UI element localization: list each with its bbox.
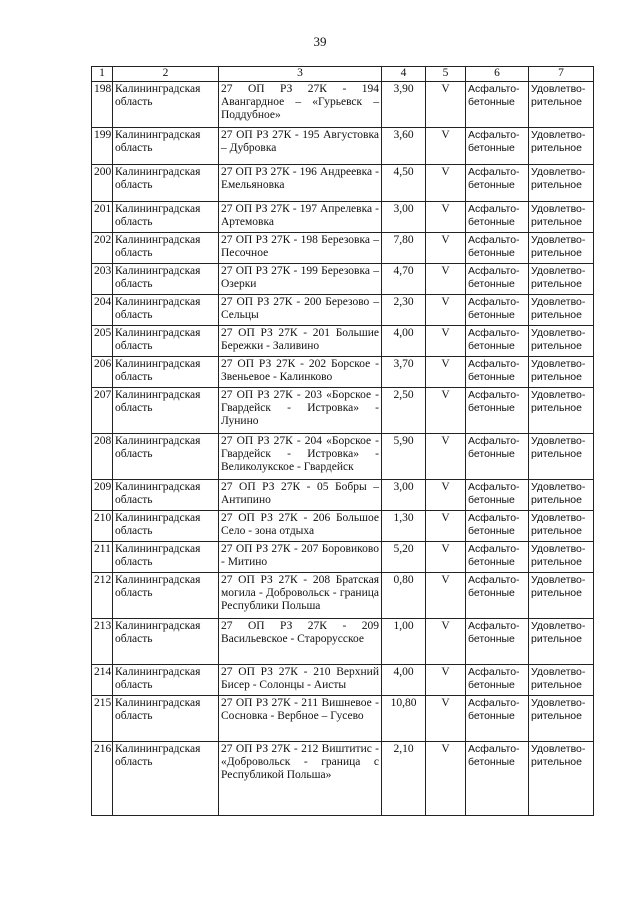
region-line-2: область xyxy=(115,402,153,414)
condition-cell xyxy=(529,295,594,326)
table-row xyxy=(92,542,594,573)
road-name-cell: 27 ОП РЗ 27К - 195 Августовка – Дубровка xyxy=(219,128,382,165)
table-row xyxy=(92,480,594,511)
region-line-1: Калининградская xyxy=(115,389,201,401)
row-number: 208 xyxy=(92,434,113,480)
length-cell: 0,80 xyxy=(382,573,426,619)
condition-line-2: рительное xyxy=(531,525,582,537)
region-cell xyxy=(113,511,219,542)
region-line-1: Калининградская xyxy=(115,481,201,493)
length-cell: 5,90 xyxy=(382,434,426,480)
surface-cell xyxy=(466,128,529,165)
length-cell: 2,50 xyxy=(382,388,426,434)
region-line-2: область xyxy=(115,679,153,691)
region-line-1: Калининградская xyxy=(115,234,201,246)
category-cell: V xyxy=(426,233,466,264)
condition-cell xyxy=(529,542,594,573)
surface-line-1: Асфальто- xyxy=(468,697,520,709)
region-line-1: Калининградская xyxy=(115,666,201,678)
table-row xyxy=(92,264,594,295)
length-cell: 2,10 xyxy=(382,742,426,816)
region-cell xyxy=(113,165,219,202)
header-cell-6: 6 xyxy=(466,67,529,82)
condition-line-2: рительное xyxy=(531,633,582,645)
length-cell: 3,00 xyxy=(382,480,426,511)
surface-line-1: Асфальто- xyxy=(468,389,520,401)
surface-cell xyxy=(466,295,529,326)
condition-cell xyxy=(529,434,594,480)
surface-line-1: Асфальто- xyxy=(468,435,520,447)
category-cell: V xyxy=(426,480,466,511)
table-row xyxy=(92,742,594,816)
row-number: 210 xyxy=(92,511,113,542)
surface-line-1: Асфальто- xyxy=(468,743,520,755)
row-number: 212 xyxy=(92,573,113,619)
surface-line-2: бетонные xyxy=(468,756,515,768)
surface-cell xyxy=(466,434,529,480)
surface-line-1: Асфальто- xyxy=(468,666,520,678)
category-cell: V xyxy=(426,542,466,573)
region-line-1: Калининградская xyxy=(115,512,201,524)
condition-cell xyxy=(529,326,594,357)
page-number: 39 xyxy=(313,34,327,49)
condition-line-1: Удовлетво- xyxy=(531,481,586,493)
surface-line-1: Асфальто- xyxy=(468,481,520,493)
road-name-cell: 27 ОП РЗ 27К - 194 Авангардное – «Гурьевск – Поддубное» xyxy=(219,82,382,128)
length-cell: 3,70 xyxy=(382,357,426,388)
surface-line-1: Асфальто- xyxy=(468,166,520,178)
surface-line-1: Асфальто- xyxy=(468,543,520,555)
road-name-cell: 27 ОП РЗ 27К - 212 Виштитис - «Добровольск - граница с Республикой Польша» xyxy=(219,742,382,816)
region-line-1: Калининградская xyxy=(115,83,201,95)
table-row xyxy=(92,696,594,742)
road-name-cell: 27 ОП РЗ 27К - 207 Боровиково - Митино xyxy=(219,542,382,573)
condition-cell xyxy=(529,82,594,128)
condition-line-1: Удовлетво- xyxy=(531,620,586,632)
condition-line-1: Удовлетво- xyxy=(531,358,586,370)
table-row xyxy=(92,357,594,388)
region-line-1: Калининградская xyxy=(115,358,201,370)
region-line-2: область xyxy=(115,494,153,506)
condition-cell xyxy=(529,696,594,742)
region-cell xyxy=(113,542,219,573)
surface-cell xyxy=(466,357,529,388)
condition-cell xyxy=(529,619,594,665)
row-number: 199 xyxy=(92,128,113,165)
length-cell: 7,80 xyxy=(382,233,426,264)
region-line-2: область xyxy=(115,448,153,460)
condition-line-2: рительное xyxy=(531,756,582,768)
condition-line-2: рительное xyxy=(531,448,582,460)
region-line-1: Калининградская xyxy=(115,166,201,178)
region-line-2: область xyxy=(115,96,153,108)
condition-line-1: Удовлетво- xyxy=(531,265,586,277)
road-name-cell: 27 ОП РЗ 27К - 201 Большие Бережки - Заливино xyxy=(219,326,382,357)
length-cell: 4,50 xyxy=(382,165,426,202)
road-name-cell: 27 ОП РЗ 27К - 208 Братская могила - Добровольск - граница Республики Польша xyxy=(219,573,382,619)
surface-line-2: бетонные xyxy=(468,710,515,722)
region-line-1: Калининградская xyxy=(115,574,201,586)
road-name-cell: 27 ОП РЗ 27К - 202 Борское - Звеньевое - Калинково xyxy=(219,357,382,388)
category-cell: V xyxy=(426,511,466,542)
condition-line-1: Удовлетво- xyxy=(531,327,586,339)
condition-line-1: Удовлетво- xyxy=(531,666,586,678)
region-cell xyxy=(113,128,219,165)
row-number: 198 xyxy=(92,82,113,128)
header-cell-4: 4 xyxy=(382,67,426,82)
row-number: 211 xyxy=(92,542,113,573)
roads-table xyxy=(91,66,594,816)
row-number: 201 xyxy=(92,202,113,233)
table-row xyxy=(92,388,594,434)
table-row xyxy=(92,233,594,264)
table-row xyxy=(92,665,594,696)
road-name-cell: 27 ОП РЗ 27К - 204 «Борское - Гвардейск - Истровка» - Великолукское - Гвардейск xyxy=(219,434,382,480)
region-cell xyxy=(113,480,219,511)
surface-line-2: бетонные xyxy=(468,371,515,383)
surface-cell xyxy=(466,511,529,542)
surface-line-1: Асфальто- xyxy=(468,358,520,370)
surface-line-2: бетонные xyxy=(468,96,515,108)
region-cell xyxy=(113,742,219,816)
region-cell xyxy=(113,202,219,233)
road-name-cell: 27 ОП РЗ 27К - 197 Апрелевка - Артемовка xyxy=(219,202,382,233)
condition-cell xyxy=(529,573,594,619)
header-cell-3: 3 xyxy=(219,67,382,82)
region-line-1: Калининградская xyxy=(115,296,201,308)
surface-line-2: бетонные xyxy=(468,278,515,290)
table-row xyxy=(92,511,594,542)
category-cell: V xyxy=(426,388,466,434)
region-line-2: область xyxy=(115,179,153,191)
surface-line-2: бетонные xyxy=(468,679,515,691)
length-cell: 5,20 xyxy=(382,542,426,573)
surface-line-1: Асфальто- xyxy=(468,234,520,246)
condition-line-1: Удовлетво- xyxy=(531,574,586,586)
surface-cell xyxy=(466,165,529,202)
region-cell xyxy=(113,233,219,264)
category-cell: V xyxy=(426,742,466,816)
road-name-cell: 27 ОП РЗ 27К - 200 Березово – Сельцы xyxy=(219,295,382,326)
condition-line-2: рительное xyxy=(531,216,582,228)
surface-cell xyxy=(466,619,529,665)
region-line-2: область xyxy=(115,247,153,259)
category-cell: V xyxy=(426,128,466,165)
row-number: 214 xyxy=(92,665,113,696)
surface-cell xyxy=(466,82,529,128)
surface-line-1: Асфальто- xyxy=(468,129,520,141)
region-line-2: область xyxy=(115,710,153,722)
condition-line-1: Удовлетво- xyxy=(531,697,586,709)
surface-cell xyxy=(466,233,529,264)
condition-line-1: Удовлетво- xyxy=(531,435,586,447)
region-cell xyxy=(113,326,219,357)
condition-line-2: рительное xyxy=(531,142,582,154)
condition-line-1: Удовлетво- xyxy=(531,543,586,555)
region-line-2: область xyxy=(115,278,153,290)
region-line-1: Калининградская xyxy=(115,743,201,755)
region-cell xyxy=(113,665,219,696)
length-cell: 3,00 xyxy=(382,202,426,233)
table-row xyxy=(92,434,594,480)
region-line-2: область xyxy=(115,371,153,383)
region-line-1: Калининградская xyxy=(115,543,201,555)
condition-line-1: Удовлетво- xyxy=(531,296,586,308)
header-cell-7: 7 xyxy=(529,67,594,82)
surface-cell xyxy=(466,742,529,816)
condition-line-1: Удовлетво- xyxy=(531,203,586,215)
road-name-cell: 27 ОП РЗ 27К - 199 Березовка – Озерки xyxy=(219,264,382,295)
surface-line-2: бетонные xyxy=(468,247,515,259)
category-cell: V xyxy=(426,696,466,742)
category-cell: V xyxy=(426,434,466,480)
condition-line-1: Удовлетво- xyxy=(531,743,586,755)
surface-cell xyxy=(466,480,529,511)
length-cell: 1,00 xyxy=(382,619,426,665)
surface-cell xyxy=(466,326,529,357)
condition-line-2: рительное xyxy=(531,96,582,108)
length-cell: 4,00 xyxy=(382,326,426,357)
road-name-cell: 27 ОП РЗ 27К - 209 Васильевское - Старорусское xyxy=(219,619,382,665)
region-cell xyxy=(113,388,219,434)
category-cell: V xyxy=(426,326,466,357)
region-cell xyxy=(113,573,219,619)
condition-line-2: рительное xyxy=(531,179,582,191)
length-cell: 4,00 xyxy=(382,665,426,696)
condition-cell xyxy=(529,233,594,264)
road-name-cell: 27 ОП РЗ 27К - 05 Бобры – Антипино xyxy=(219,480,382,511)
category-cell: V xyxy=(426,619,466,665)
row-number: 205 xyxy=(92,326,113,357)
surface-line-2: бетонные xyxy=(468,216,515,228)
region-line-2: область xyxy=(115,216,153,228)
region-cell xyxy=(113,295,219,326)
category-cell: V xyxy=(426,202,466,233)
region-line-1: Калининградская xyxy=(115,203,201,215)
row-number: 209 xyxy=(92,480,113,511)
condition-line-2: рительное xyxy=(531,679,582,691)
surface-cell xyxy=(466,264,529,295)
condition-line-2: рительное xyxy=(531,371,582,383)
surface-line-2: бетонные xyxy=(468,556,515,568)
length-cell: 3,90 xyxy=(382,82,426,128)
condition-line-1: Удовлетво- xyxy=(531,389,586,401)
condition-line-2: рительное xyxy=(531,278,582,290)
region-line-2: область xyxy=(115,340,153,352)
row-number: 206 xyxy=(92,357,113,388)
table-row xyxy=(92,82,594,128)
region-line-2: область xyxy=(115,309,153,321)
surface-line-2: бетонные xyxy=(468,587,515,599)
region-line-1: Калининградская xyxy=(115,697,201,709)
region-line-1: Калининградская xyxy=(115,265,201,277)
region-cell xyxy=(113,264,219,295)
condition-line-1: Удовлетво- xyxy=(531,166,586,178)
category-cell: V xyxy=(426,573,466,619)
table-row xyxy=(92,326,594,357)
surface-line-1: Асфальто- xyxy=(468,296,520,308)
region-line-1: Калининградская xyxy=(115,620,201,632)
table-row xyxy=(92,165,594,202)
length-cell: 4,70 xyxy=(382,264,426,295)
surface-cell xyxy=(466,542,529,573)
condition-line-2: рительное xyxy=(531,402,582,414)
row-number: 215 xyxy=(92,696,113,742)
surface-line-2: бетонные xyxy=(468,340,515,352)
road-name-cell: 27 ОП РЗ 27К - 206 Большое Село - зона отдыха xyxy=(219,511,382,542)
row-number: 200 xyxy=(92,165,113,202)
category-cell: V xyxy=(426,264,466,295)
condition-line-2: рительное xyxy=(531,710,582,722)
surface-line-2: бетонные xyxy=(468,142,515,154)
row-number: 203 xyxy=(92,264,113,295)
condition-line-2: рительное xyxy=(531,587,582,599)
row-number: 213 xyxy=(92,619,113,665)
road-name-cell: 27 ОП РЗ 27К - 210 Верхний Бисер - Солонцы - Аисты xyxy=(219,665,382,696)
region-cell xyxy=(113,82,219,128)
header-row xyxy=(92,67,594,82)
region-line-2: область xyxy=(115,142,153,154)
surface-cell xyxy=(466,388,529,434)
surface-line-2: бетонные xyxy=(468,525,515,537)
region-cell xyxy=(113,357,219,388)
header-cell-1: 1 xyxy=(92,67,113,82)
length-cell: 1,30 xyxy=(382,511,426,542)
surface-cell xyxy=(466,573,529,619)
surface-line-2: бетонные xyxy=(468,494,515,506)
length-cell: 2,30 xyxy=(382,295,426,326)
surface-line-2: бетонные xyxy=(468,179,515,191)
surface-line-1: Асфальто- xyxy=(468,620,520,632)
surface-line-1: Асфальто- xyxy=(468,265,520,277)
condition-cell xyxy=(529,511,594,542)
condition-cell xyxy=(529,480,594,511)
condition-line-2: рительное xyxy=(531,247,582,259)
region-line-1: Калининградская xyxy=(115,327,201,339)
region-line-2: область xyxy=(115,556,153,568)
region-cell xyxy=(113,434,219,480)
row-number: 207 xyxy=(92,388,113,434)
row-number: 204 xyxy=(92,295,113,326)
road-name-cell: 27 ОП РЗ 27К - 203 «Борское - Гвардейск - Истровка» - Лунино xyxy=(219,388,382,434)
category-cell: V xyxy=(426,165,466,202)
surface-line-1: Асфальто- xyxy=(468,203,520,215)
region-line-1: Калининградская xyxy=(115,129,201,141)
condition-cell xyxy=(529,202,594,233)
surface-line-2: бетонные xyxy=(468,633,515,645)
table-row xyxy=(92,573,594,619)
surface-cell xyxy=(466,665,529,696)
condition-line-2: рительное xyxy=(531,309,582,321)
road-name-cell: 27 ОП РЗ 27К - 196 Андреевка - Емельяновка xyxy=(219,165,382,202)
condition-line-1: Удовлетво- xyxy=(531,129,586,141)
condition-line-1: Удовлетво- xyxy=(531,83,586,95)
row-number: 202 xyxy=(92,233,113,264)
surface-line-1: Асфальто- xyxy=(468,327,520,339)
condition-line-1: Удовлетво- xyxy=(531,512,586,524)
region-line-2: область xyxy=(115,525,153,537)
surface-line-2: бетонные xyxy=(468,402,515,414)
condition-line-2: рительное xyxy=(531,340,582,352)
surface-line-2: бетонные xyxy=(468,309,515,321)
length-cell: 3,60 xyxy=(382,128,426,165)
condition-cell xyxy=(529,742,594,816)
surface-line-1: Асфальто- xyxy=(468,83,520,95)
condition-cell xyxy=(529,128,594,165)
road-name-cell: 27 ОП РЗ 27К - 211 Вишневое - Сосновка - Вербное – Гусево xyxy=(219,696,382,742)
condition-cell xyxy=(529,264,594,295)
surface-line-2: бетонные xyxy=(468,448,515,460)
surface-line-1: Асфальто- xyxy=(468,574,520,586)
region-line-2: область xyxy=(115,633,153,645)
length-cell: 10,80 xyxy=(382,696,426,742)
table-row xyxy=(92,202,594,233)
region-line-2: область xyxy=(115,587,153,599)
surface-cell xyxy=(466,696,529,742)
condition-line-2: рительное xyxy=(531,494,582,506)
condition-line-2: рительное xyxy=(531,556,582,568)
category-cell: V xyxy=(426,665,466,696)
region-line-2: область xyxy=(115,756,153,768)
category-cell: V xyxy=(426,295,466,326)
table-row xyxy=(92,295,594,326)
header-cell-2: 2 xyxy=(113,67,219,82)
header-cell-5: 5 xyxy=(426,67,466,82)
condition-cell xyxy=(529,165,594,202)
row-number: 216 xyxy=(92,742,113,816)
road-name-cell: 27 ОП РЗ 27К - 198 Березовка – Песочное xyxy=(219,233,382,264)
table-body xyxy=(92,82,594,816)
condition-cell xyxy=(529,388,594,434)
surface-cell xyxy=(466,202,529,233)
table-row xyxy=(92,128,594,165)
condition-cell xyxy=(529,665,594,696)
table-row xyxy=(92,619,594,665)
category-cell: V xyxy=(426,82,466,128)
category-cell: V xyxy=(426,357,466,388)
region-cell xyxy=(113,619,219,665)
region-cell xyxy=(113,696,219,742)
region-line-1: Калининградская xyxy=(115,435,201,447)
condition-line-1: Удовлетво- xyxy=(531,234,586,246)
condition-cell xyxy=(529,357,594,388)
surface-line-1: Асфальто- xyxy=(468,512,520,524)
